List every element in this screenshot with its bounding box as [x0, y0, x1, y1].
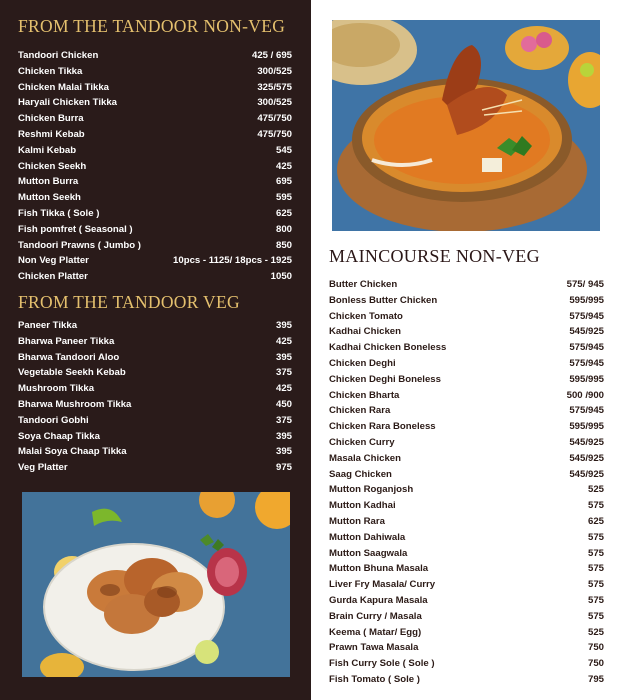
- menu-item-price: 595/995: [569, 294, 604, 306]
- menu-item-price: 395: [275, 320, 292, 331]
- menu-item-price: 475/750: [257, 113, 292, 125]
- menu-item: [18, 159, 292, 175]
- menu-item: [18, 222, 292, 238]
- chicken-curry-photo: [332, 20, 600, 231]
- menu-item-price: 300/525: [257, 97, 292, 109]
- menu-item-price: 1050: [270, 271, 292, 283]
- menu-item-price: 750: [587, 658, 604, 670]
- menu-item-price: 450: [275, 398, 292, 410]
- menu-item: [18, 127, 292, 143]
- tandoor-veg-list: [18, 318, 292, 476]
- menu-item: [18, 95, 292, 111]
- menu-item-name: Bharwa Paneer Tikka: [18, 335, 115, 347]
- menu-item-price: 575/945: [569, 310, 604, 322]
- menu-item-price: 595/995: [569, 421, 604, 433]
- menu-item-price: 425: [275, 160, 292, 172]
- menu-item-price: 575: [587, 563, 604, 575]
- menu-item-name: Fish pomfret ( Seasonal ): [18, 223, 133, 235]
- menu-item-name: Butter Chicken: [329, 279, 398, 290]
- menu-item-price: 500 /900: [566, 389, 604, 401]
- tandoor-nonveg-list: [18, 48, 292, 285]
- menu-item-name: Mutton Saagwala: [329, 547, 408, 559]
- menu-item-name: Bharwa Tandoori Aloo: [18, 351, 120, 363]
- menu-item-name: Chicken Curry: [329, 436, 395, 448]
- menu-item: [329, 609, 604, 625]
- menu-item-name: Chicken Tikka: [18, 65, 83, 77]
- menu-item-name: Kadhai Chicken: [329, 326, 401, 338]
- menu-item: [329, 277, 604, 293]
- menu-item-price: 525: [587, 626, 604, 638]
- menu-item-price: 750: [587, 642, 604, 654]
- menu-item-price: 10pcs - 1125/ 18pcs - 1925: [173, 255, 292, 267]
- menu-item: [329, 451, 604, 467]
- menu-item-price: 575: [587, 594, 604, 606]
- menu-item-name: Prawn Tawa Masala: [329, 642, 419, 654]
- menu-item-name: Saag Chicken: [329, 468, 392, 480]
- menu-item-name: Gurda Kapura Masala: [329, 594, 428, 606]
- menu-item-name: Tandoori Gobhi: [18, 414, 89, 426]
- menu-item: [329, 324, 604, 340]
- menu-item-name: Paneer Tikka: [18, 320, 78, 331]
- menu-item-name: Chicken Deghi: [329, 357, 396, 369]
- menu-item-name: Brain Curry / Masala: [329, 610, 422, 622]
- menu-item-price: 575: [587, 531, 604, 543]
- menu-item-name: Chicken Burra: [18, 113, 84, 125]
- left-panel: [0, 0, 311, 700]
- menu-item: [18, 269, 292, 285]
- menu-item: [329, 498, 604, 514]
- menu-item-name: Chicken Rara: [329, 405, 391, 417]
- menu-item-name: Mutton Rara: [329, 515, 385, 527]
- menu-item-name: Fish Tikka ( Sole ): [18, 207, 100, 219]
- menu-item-name: Haryali Chicken Tikka: [18, 97, 118, 109]
- menu-item: [329, 530, 604, 546]
- menu-item-price: 395: [275, 430, 292, 442]
- menu-item-price: 525: [587, 484, 604, 496]
- menu-item-price: 800: [275, 223, 292, 235]
- menu-item-price: 425: [275, 383, 292, 395]
- menu-item-price: 425 / 695: [251, 50, 292, 61]
- menu-item: [329, 356, 604, 372]
- menu-item-name: Kalmi Kebab: [18, 144, 77, 156]
- tandoor-nonveg-heading: FROM THE TANDOOR NON-VEG: [18, 16, 286, 36]
- menu-item: [18, 429, 292, 445]
- menu-item-name: Keema ( Matar/ Egg): [329, 626, 422, 638]
- menu-item-price: 575/945: [569, 357, 604, 369]
- menu-item: [18, 381, 292, 397]
- menu-item-price: 545/925: [569, 436, 604, 448]
- menu-item-name: Chicken Deghi Boneless: [329, 373, 441, 385]
- menu-item-name: Non Veg Platter: [18, 255, 89, 267]
- menu-item: [329, 561, 604, 577]
- menu-item-price: 475/750: [257, 128, 292, 140]
- menu-item-price: 325/575: [257, 81, 292, 93]
- menu-item: [18, 206, 292, 222]
- menu-item-name: Mutton Dahiwala: [329, 531, 406, 543]
- menu-item-name: Chicken Seekh: [18, 160, 87, 172]
- menu-item-price: 300/525: [257, 65, 292, 77]
- menu-item-price: 395: [275, 446, 292, 458]
- menu-item: [329, 340, 604, 356]
- right-panel: [311, 0, 630, 700]
- menu-item: [329, 403, 604, 419]
- menu-item-name: Tandoori Prawns ( Jumbo ): [18, 239, 141, 251]
- menu-item: [329, 435, 604, 451]
- menu-item-name: Chicken Platter: [18, 271, 88, 283]
- menu-item-name: Chicken Tomato: [329, 310, 403, 322]
- menu-item-price: 575/945: [569, 405, 604, 417]
- menu-item-price: 375: [275, 367, 292, 379]
- menu-item-price: 545/925: [569, 452, 604, 464]
- menu-item-price: 575: [587, 610, 604, 622]
- menu-item: [329, 625, 604, 641]
- menu-item: [18, 48, 292, 64]
- menu-item: [18, 413, 292, 429]
- menu-item: [329, 388, 604, 404]
- menu-item-name: Mutton Burra: [18, 176, 79, 188]
- menu-item-name: Reshmi Kebab: [18, 128, 85, 140]
- menu-item-price: 595/995: [569, 373, 604, 385]
- menu-item-price: 575/945: [569, 342, 604, 354]
- menu-item: [18, 350, 292, 366]
- menu-item-price: 545/925: [569, 468, 604, 480]
- menu-item-name: Chicken Rara Boneless: [329, 421, 436, 433]
- menu-item: [329, 672, 604, 688]
- menu-item-name: Mushroom Tikka: [18, 383, 95, 395]
- menu-item-name: Fish Tomato ( Sole ): [329, 673, 420, 685]
- menu-item-price: 545/925: [569, 326, 604, 338]
- menu-item-name: Malai Soya Chaap Tikka: [18, 446, 127, 458]
- menu-item-price: 395: [275, 351, 292, 363]
- menu-item: [18, 318, 292, 334]
- menu-item: [329, 419, 604, 435]
- menu-item-price: 850: [275, 239, 292, 251]
- menu-item-price: 425: [275, 335, 292, 347]
- menu-item-name: Mutton Kadhai: [329, 500, 396, 512]
- menu-item: [18, 143, 292, 159]
- menu-item: [18, 444, 292, 460]
- menu-item: [18, 365, 292, 381]
- tandoor-veg-heading: FROM THE TANDOOR VEG: [18, 292, 240, 312]
- menu-item: [329, 577, 604, 593]
- menu-item-name: Chicken Malai Tikka: [18, 81, 110, 93]
- menu-item: [329, 293, 604, 309]
- menu-item-price: 625: [587, 515, 604, 527]
- menu-item-name: Soya Chaap Tikka: [18, 430, 100, 442]
- menu-item-price: 795: [587, 673, 604, 685]
- menu-item: [329, 640, 604, 656]
- menu-item-name: Vegetable Seekh Kebab: [18, 367, 126, 379]
- menu-item: [18, 238, 292, 254]
- menu-item-name: Kadhai Chicken Boneless: [329, 342, 447, 354]
- menu-item: [329, 372, 604, 388]
- menu-item-name: Veg Platter: [18, 462, 68, 474]
- maincourse-nonveg-list: [329, 277, 604, 688]
- menu-item: [329, 467, 604, 483]
- menu-item-price: 375: [275, 414, 292, 426]
- menu-item: [329, 482, 604, 498]
- menu-item-price: 975: [275, 462, 292, 474]
- menu-item-name: Tandoori Chicken: [18, 50, 99, 61]
- menu-item-price: 575: [587, 547, 604, 559]
- menu-item-name: Fish Curry Sole ( Sole ): [329, 658, 435, 670]
- menu-item: [18, 174, 292, 190]
- menu-item-name: Mutton Seekh: [18, 192, 81, 204]
- menu-item: [18, 253, 292, 269]
- menu-item-price: 695: [275, 176, 292, 188]
- menu-item: [329, 514, 604, 530]
- menu-item: [18, 64, 292, 80]
- menu-item-price: 625: [275, 207, 292, 219]
- menu-item: [18, 80, 292, 96]
- menu-item: [329, 546, 604, 562]
- maincourse-nonveg-heading: MAINCOURSE NON-VEG: [329, 246, 540, 266]
- menu-item-price: 575: [587, 579, 604, 591]
- tandoori-kebab-photo: [22, 492, 290, 677]
- menu-item-name: Mutton Roganjosh: [329, 484, 414, 496]
- menu-item: [18, 397, 292, 413]
- menu-item-price: 575: [587, 500, 604, 512]
- menu-item-price: 545: [275, 144, 292, 156]
- menu-item: [329, 656, 604, 672]
- menu-item: [329, 309, 604, 325]
- menu-item-name: Liver Fry Masala/ Curry: [329, 579, 436, 591]
- menu-item: [329, 593, 604, 609]
- menu-item-name: Bharwa Mushroom Tikka: [18, 398, 132, 410]
- menu-item-name: Masala Chicken: [329, 452, 401, 464]
- menu-item-name: Bonless Butter Chicken: [329, 294, 438, 306]
- menu-item: [18, 111, 292, 127]
- menu-item: [18, 190, 292, 206]
- menu-item-name: Chicken Bharta: [329, 389, 400, 401]
- menu-item-name: Mutton Bhuna Masala: [329, 563, 429, 575]
- menu-item: [18, 334, 292, 350]
- menu-item: [18, 460, 292, 476]
- menu-item-price: 575/ 945: [566, 279, 604, 290]
- menu-item-price: 595: [275, 192, 292, 204]
